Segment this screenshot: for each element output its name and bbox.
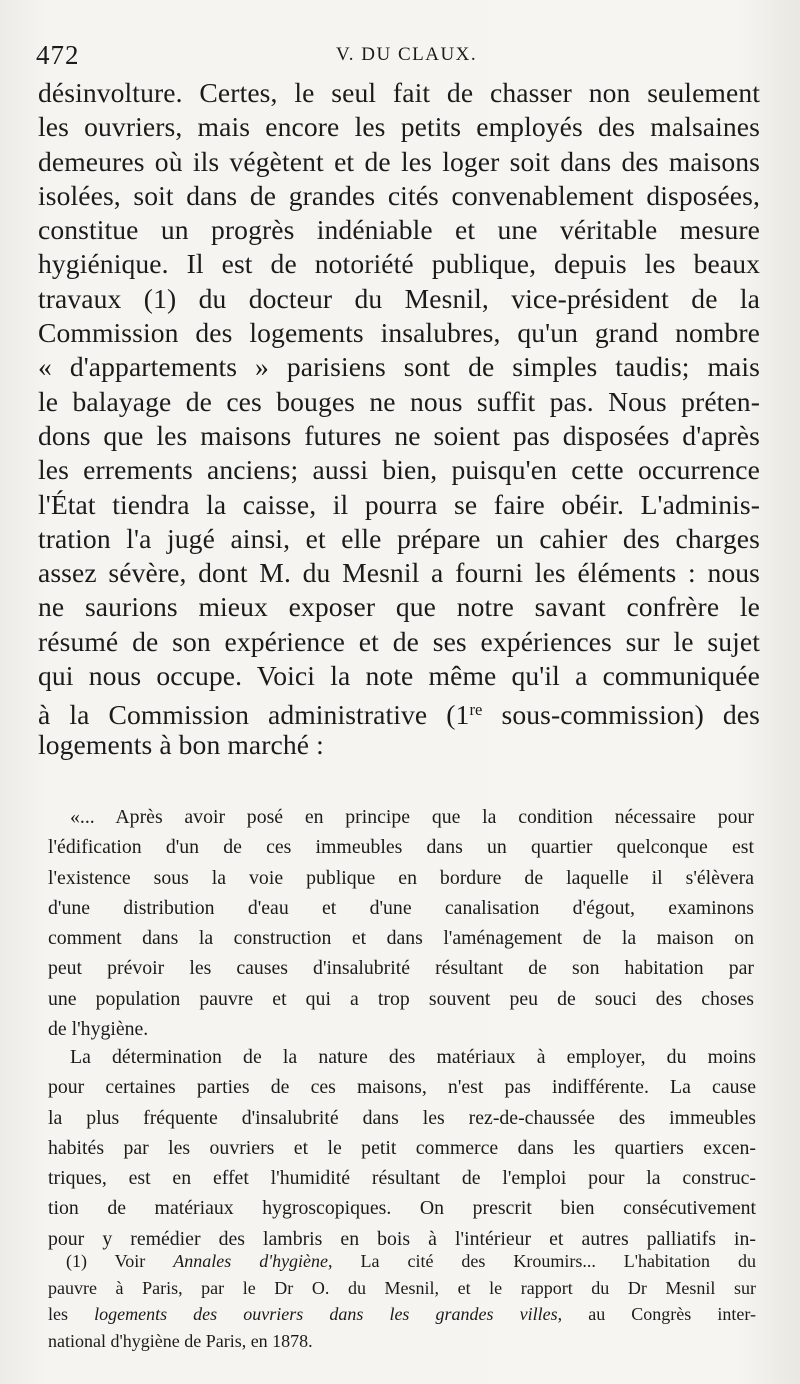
text-line: qui nous occupe. Voici la note même qu'il a communiquée [38,660,760,692]
text-line-with-superscript [38,693,760,731]
text-line: dons que les maisons futures ne soient pas disposées d'après [38,419,760,451]
page-header [36,38,776,68]
footnote-line: pauvre à Paris, par le Dr O. du Mesnil, et le rapport du Dr Mesnil sur [48,1277,756,1298]
quoted-note [48,802,754,1044]
paragraph-line: La détermination de la nature des matériaux à employer, du moins [70,1046,756,1068]
main-paragraph [38,76,760,762]
quote-line: «... Après avoir posé en principe que la condition nécessaire pour [70,806,754,828]
ordinal-number: 1 [455,699,470,731]
text-line: Commission des logements insalubres, qu'un grand nombre [38,317,760,349]
footnote-line [48,1301,756,1328]
quote-line: l'existence sous la voie publique en bordure de laquelle il s'élèvera [48,866,754,889]
paragraph-line: la plus fréquente d'insalubrité dans les rez-de-chaussée des immeubles [48,1106,756,1129]
text-line: isolées, soit dans de grandes cités convenablement disposées, [38,179,760,211]
paragraph-line: habités par les ouvriers et le petit commerce dans les quartiers excen- [48,1136,756,1159]
footnote-line: national d'hygiène de Paris, en 1878. [48,1330,313,1351]
text-line: « d'appartements » parisiens sont de simples taudis; mais [38,351,760,383]
quote-line: d'une distribution d'eau et d'une canalisation d'égout, examinons [48,896,754,919]
text-line: désinvolture. Certes, le seul fait de chasser non seulement [38,77,760,108]
footnote [48,1248,756,1354]
footnote-title: logements des ouvriers dans les grandes villes [94,1304,558,1324]
page-number: 472 [36,40,80,70]
footnote-text: les [48,1304,95,1324]
superscript: re [469,700,483,720]
quote-line: de l'hygiène. [48,1018,149,1041]
text-line: assez sévère, dont M. du Mesnil a fourni les éléments : nous [38,557,760,589]
paragraph-line: pour certaines parties de ces maisons, n'est pas indifférente. La cause [48,1076,756,1099]
text-line: travaux (1) du docteur du Mesnil, vice-président de la [38,282,760,314]
text-line: le balayage de ces bouges ne nous suffit pas. Nous préten- [38,385,760,417]
text-line: résumé de son expérience et de ses expériences sur le sujet [38,625,760,657]
text-line: tration l'a jugé ainsi, et elle prépare un cahier des charges [38,522,760,554]
quote-line: une population pauvre et qui a trop souvent peu de souci des choses [48,987,754,1010]
quote-line: comment dans la construction et dans l'aménagement de la maison on [48,927,754,950]
running-head: V. DU CLAUX. [336,44,478,65]
text-line: l'État tiendra la caisse, il pourra se faire obéir. L'adminis- [38,488,760,520]
text-line: les ouvriers, mais encore les petits employés des malsaines [38,111,760,143]
text-fragment: sous-commission) des [482,699,760,731]
quote-line: l'édification d'un de ces immeubles dans un quartier quelconque est [48,836,754,859]
text-line: constitue un progrès indéniable et une véritable mesure [38,214,760,246]
paragraph-line: triques, est en effet l'humidité résultant de l'emploi pour la construc- [48,1167,756,1190]
quote-line: peut prévoir les causes d'insalubrité résultant de son habitation par [48,957,754,980]
text-line: hygiénique. Il est de notoriété publique, depuis les beaux [38,248,760,280]
text-fragment: à la Commission administrative ( [38,699,456,731]
text-line: demeures où ils végètent et de les loger soit dans des maisons [38,145,760,177]
text-line: logements à bon marché : [38,728,324,760]
footnote-line [48,1248,756,1275]
footnote-text: , La cité des Kroumirs... L'habitation du [328,1251,756,1271]
paragraph-line: tion de matériaux hygroscopiques. On prescrit bien consécutivement [48,1197,756,1220]
footnote-title: Annales d'hygiène [173,1251,329,1271]
footnote-text: , au Congrès inter- [557,1304,756,1324]
paragraph-line: pour y remédier des lambris en bois à l'intérieur et autres palliatifs in- [48,1227,756,1250]
footnote-text: (1) Voir [66,1251,174,1271]
text-line: les errements anciens; aussi bien, puisqu'en cette occurrence [38,454,760,486]
second-paragraph [48,1042,756,1254]
text-line: ne saurions mieux exposer que notre savant confrère le [38,591,760,623]
